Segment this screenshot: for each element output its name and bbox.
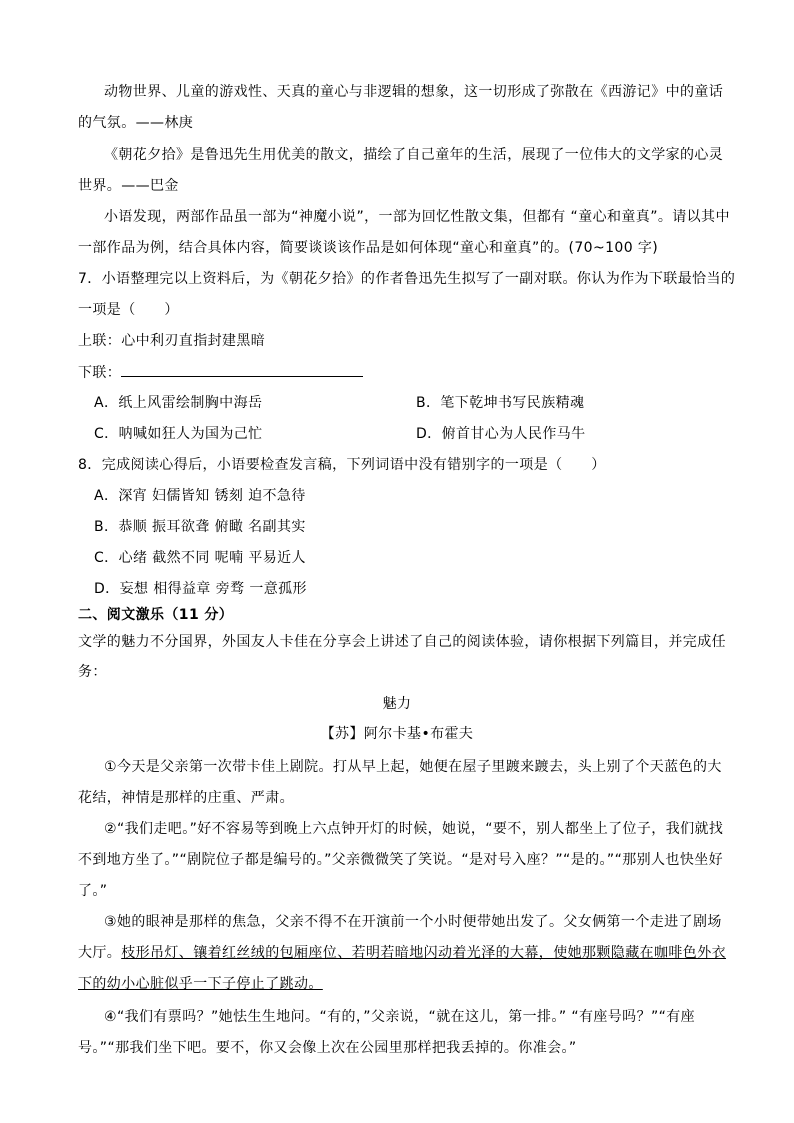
task-paragraph: 小语发现，两部作品虽一部为“神魔小说”，一部为回忆性散文集，但都有 “童心和童真”。请以其中 — [104, 209, 730, 225]
section-intro-cont: 务： — [78, 664, 107, 680]
article-paragraph-3-cont — [78, 943, 726, 963]
article-paragraph-1-cont: 花结，神情是那样的庄重、严肃。 — [78, 790, 294, 806]
q8-option-a: A．深宵 妇儒皆知 锈刻 迫不急待 — [94, 488, 306, 504]
quote-paragraph-1-cont: 的气氛。——林庚 — [78, 115, 194, 131]
quote-paragraph-2: 《朝花夕拾》是鲁迅先生用优美的散文，描绘了自己童年的生活，展现了一位伟大的文学家的心灵 — [104, 147, 724, 163]
article-paragraph-2-cont: 不到地方坐了。”“剧院位子都是编号的。”父亲微微笑了笑说。“是对号入座？”“是的。”“那别人也快坐好 — [78, 852, 724, 868]
article-paragraph-2: ②“我们走吧。”好不容易等到晚上六点钟开灯的时候，她说，“要不，别人都坐上了位子，我们就找 — [104, 821, 724, 837]
article-author: 【苏】阿尔卡基•布霍夫 — [320, 726, 474, 742]
article-paragraph-2-end: 了。” — [78, 883, 108, 899]
q7-option-c: C．呐喊如狂人为国为己忙 — [94, 426, 263, 442]
lower-couplet-label: 下联： — [78, 365, 122, 381]
article-paragraph-1: ①今天是父亲第一次带卡佳上剧院。打从早上起，她便在屋子里踱来踱去，头上别了个天蓝色的大 — [104, 759, 722, 775]
question-7-stem-cont: 一项是（ ） — [78, 302, 179, 318]
paragraph-3-plain: 大厅。 — [78, 945, 122, 961]
quote-paragraph-1: 动物世界、儿童的游戏性、天真的童心与非逻辑的想象，这一切形成了弥散在《西游记》中的童话 — [104, 84, 724, 100]
article-title: 魅力 — [382, 696, 412, 712]
section-intro: 文学的魅力不分国界，外国友人卡佳在分享会上讲述了自己的阅读体验，请你根据下列篇目，并完成任 — [78, 634, 726, 650]
section-heading: 二、阅文激乐（11 分） — [78, 607, 234, 623]
q7-option-b: B．笔下乾坤书写民族精魂 — [416, 395, 585, 411]
article-paragraph-4-cont: 号。”“那我们坐下吧。要不，你又会像上次在公园里那样把我丢掉的。你准会。” — [78, 1040, 577, 1056]
upper-couplet: 上联：心中利刃直指封建黑暗 — [78, 333, 266, 349]
lower-couplet — [78, 362, 363, 383]
article-paragraph-3: ③她的眼神是那样的焦急，父亲不得不在开演前一个小时便带她出发了。父女俩第一个走进了剧场 — [104, 914, 722, 930]
q7-option-d: D．俯首甘心为人民作马牛 — [416, 426, 586, 442]
question-8-stem: 8．完成阅读心得后，小语要检查发言稿，下列词语中没有错别字的一项是（ ） — [78, 457, 606, 473]
answer-blank[interactable] — [121, 362, 363, 377]
q8-option-b: B．恭顺 振耳欲聋 俯瞰 名副其实 — [94, 519, 306, 535]
quote-paragraph-2-cont: 世界。——巴金 — [78, 178, 179, 194]
question-7-stem: 7．小语整理完以上资料后，为《朝花夕拾》的作者鲁迅先生拟写了一副对联。你认为作为下联最恰当的 — [78, 271, 736, 287]
article-paragraph-4: ④“我们有票吗？”她怯生生地问。“有的，”父亲说，“就在这儿，第一排。” “有座号吗？”“有座 — [104, 1009, 696, 1025]
underlined-sentence: 枝形吊灯、镶着红丝绒的包厢座位、若明若暗地闪动着光泽的大幕，使她那颗隐藏在咖啡色外衣 — [121, 945, 727, 961]
q8-option-d: D．妄想 相得益章 旁骛 一意孤形 — [94, 581, 307, 597]
task-paragraph-cont: 一部作品为例，结合具体内容，简要谈谈该作品是如何体现“童心和童真”的。(70~100 字) — [78, 240, 659, 256]
q7-option-a: A．纸上风雷绘制胸中海岳 — [94, 395, 263, 411]
underlined-sentence-end: 下的幼小心脏似乎一下子停止了跳动。 — [78, 976, 323, 992]
q8-option-c: C．心绪 截然不同 呢喃 平易近人 — [94, 550, 306, 566]
